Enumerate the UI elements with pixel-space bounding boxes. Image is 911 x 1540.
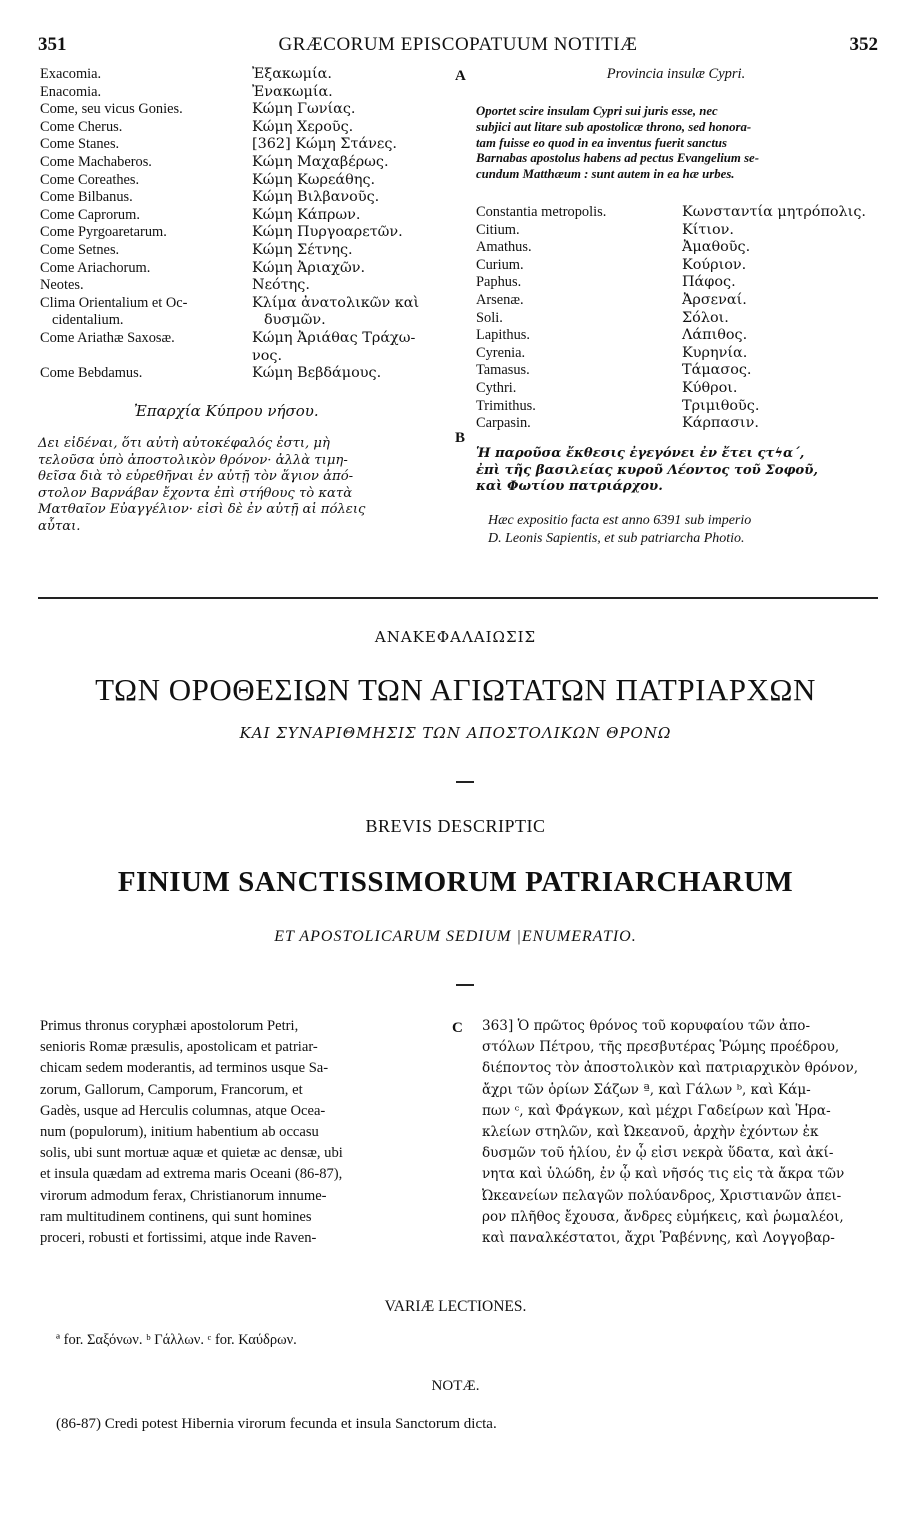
page-number-left: 351 bbox=[38, 34, 67, 55]
text-line: Ἡ παροῦσα ἔκθεσις ἐγεγόνει ἐν ἔτει ςτϟα΄, bbox=[476, 446, 805, 461]
greek-name: Κώμη Γωνίας. bbox=[252, 101, 356, 118]
text-line: κλείων στηλῶν, καὶ Ὠκεανοῦ, ἀρχὴν ἐχόντων ἐκ bbox=[482, 1124, 819, 1141]
text-line: cundum Matthæum : sunt autem in ea hæ urbes. bbox=[476, 167, 735, 182]
latin-name: Tamasus. bbox=[476, 362, 530, 379]
greek-name: Τάμασος. bbox=[682, 362, 752, 379]
margin-marker-b: B bbox=[455, 430, 466, 446]
text-line: Barnabas apostolus habens ad pectus Evangelium se- bbox=[476, 151, 759, 166]
text-line: νητα καὶ ὑλώδη, ἐν ᾧ καὶ νῆσός τις εἰς τὰ ἄκρα τῶν bbox=[482, 1166, 845, 1183]
table-row bbox=[476, 222, 896, 240]
greek-name: Κώμη Πυργοαρετῶν. bbox=[252, 224, 403, 241]
left-province-greek: Ἐπαρχία Κύπρου νήσου. bbox=[134, 402, 319, 420]
table-row bbox=[40, 277, 460, 295]
greek-section-main-title: ΤΩΝ ΟΡΟΘΕΣΙΩΝ ΤΩΝ ΑΓΙΩΤΑΤΩΝ ΠΑΤΡΙΑΡΧΩΝ bbox=[95, 672, 816, 707]
table-row bbox=[40, 312, 460, 330]
latin-name: Amathus. bbox=[476, 239, 532, 256]
table-row bbox=[40, 224, 460, 242]
right-latin-paragraph bbox=[476, 104, 880, 183]
text-line: ρον πλῆθος ἔχουσα, ἄνδρες εὐμήκεις, καὶ ῥωμαλέοι, bbox=[482, 1208, 844, 1225]
title-dash-2 bbox=[456, 984, 474, 986]
text-line: ram multitudinem continens, qui sunt homines bbox=[40, 1208, 312, 1225]
latin-name: Clima Orientalium et Oc- bbox=[40, 294, 188, 311]
left-greek-paragraph bbox=[38, 436, 458, 536]
text-line: ἄχρι τῶν ὁρίων Σάζων ª, καὶ Γάλων ᵇ, καὶ Κάμ- bbox=[482, 1081, 811, 1098]
text-line: chicam sedem moderantis, ad terminos usque Sa- bbox=[40, 1060, 329, 1077]
table-row bbox=[476, 310, 896, 328]
latin-section-small-title: BREVIS DESCRIPTIC bbox=[365, 816, 546, 836]
title-dash bbox=[456, 781, 474, 783]
text-line: Primus thronus coryphæi apostolorum Petri, bbox=[40, 1018, 299, 1034]
table-row bbox=[40, 348, 460, 366]
greek-name: Κούριον. bbox=[682, 256, 747, 273]
table-row bbox=[476, 274, 896, 292]
text-line: Ματθαῖον Εὐαγγέλιον· εἰσὶ δὲ ἐν αὐτῇ αἱ πόλεις bbox=[38, 502, 366, 518]
latin-name: Citium. bbox=[476, 221, 520, 238]
table-row bbox=[40, 189, 460, 207]
greek-name: Νεότης. bbox=[252, 277, 310, 294]
page-number-right: 352 bbox=[849, 34, 878, 55]
text-line: στολον Βαρνάβαν ἔχοντα ἐπὶ στήθους τὸ κατὰ bbox=[38, 485, 353, 501]
page-header bbox=[38, 34, 878, 58]
greek-name: Κώμη Ἀριάθας Τράχω- bbox=[252, 329, 416, 346]
running-title: GRÆCORUM EPISCOPATUUM NOTITIÆ bbox=[278, 34, 638, 55]
greek-name: Ἐξακωμία. bbox=[252, 66, 332, 82]
table-row bbox=[40, 136, 460, 154]
text-line: ἐπὶ τῆς βασιλείας κυροῦ Λέοντος τοῦ Σοφοῦ, bbox=[476, 462, 818, 478]
greek-body-column bbox=[482, 1016, 882, 1249]
text-line: et insula quædam ad extrema maris Oceani (86-87), bbox=[40, 1166, 343, 1183]
latin-name: Soli. bbox=[476, 309, 503, 326]
table-row bbox=[40, 207, 460, 225]
latin-name: Come Coreathes. bbox=[40, 171, 140, 188]
latin-body-column bbox=[40, 1016, 444, 1249]
text-line: subjici aut litare sub apostolicæ throno, sed honora- bbox=[476, 119, 752, 134]
text-line: στόλων Πέτρου, τῆς πρεσβυτέρας Ῥώμης προέδρου, bbox=[482, 1039, 840, 1056]
greek-name: δυσμῶν. bbox=[264, 312, 326, 329]
latin-name: Come Setnes. bbox=[40, 241, 120, 258]
text-line: num (populorum), initium habentium ab occasu bbox=[40, 1124, 319, 1141]
text-line: zorum, Gallorum, Camporum, Francorum, et bbox=[40, 1081, 303, 1098]
text-line: πων ᶜ, καὶ Φράγκων, καὶ μέχρι Γαδείρων καὶ Ἡρα- bbox=[482, 1102, 831, 1119]
latin-name: Come Bilbanus. bbox=[40, 189, 133, 206]
greek-name: Κωνσταντία μητρόπολις. bbox=[682, 204, 866, 220]
table-row bbox=[40, 84, 460, 102]
latin-name: Paphus. bbox=[476, 274, 522, 291]
text-line: solis, ubi sunt mortuæ aquæ et quietæ ac densæ, ubi bbox=[40, 1145, 343, 1162]
table-row bbox=[40, 365, 460, 383]
greek-name: Κώμη Σέτνης. bbox=[252, 241, 353, 258]
right-province-title: Provincia insulæ Cypri. bbox=[606, 66, 746, 82]
text-line: tam fuisse eo quod in ea inventus fuerit sanctus bbox=[476, 135, 727, 150]
latin-name: Enacomia. bbox=[40, 83, 102, 100]
section-divider bbox=[38, 597, 878, 599]
latin-name: Lapithus. bbox=[476, 327, 530, 344]
greek-section-subtitle: ΚΑΙ ΣΥΝΑΡΙΘΜΗΣΙΣ ΤΩΝ ΑΠΟΣΤΟΛΙΚΩΝ ΘΡΟΝΩ bbox=[239, 724, 672, 742]
greek-name: Ἐνακωμία. bbox=[252, 83, 333, 100]
latin-name: Come Caprorum. bbox=[40, 206, 140, 223]
greek-name: Λάπιθος. bbox=[682, 327, 748, 344]
latin-name: Come Ariathæ Saxosæ. bbox=[40, 329, 175, 346]
table-row bbox=[40, 172, 460, 190]
latin-name: Come Stanes. bbox=[40, 136, 120, 153]
greek-name: Κλίμα ἀνατολικῶν καὶ bbox=[252, 294, 420, 311]
text-line: proceri, robusti et fortissimi, atque inde Raven- bbox=[40, 1230, 317, 1247]
text-line: τελοῦσα ὑπὸ ἀποστολικὸν θρόνον· ἀλλὰ τιμη- bbox=[38, 452, 348, 468]
table-row bbox=[476, 327, 896, 345]
table-row bbox=[476, 257, 896, 275]
notae-text: (86-87) Credi potest Hibernia virorum fecunda et insula Sanctorum dicta. bbox=[56, 1416, 497, 1432]
table-row bbox=[476, 398, 896, 416]
table-row bbox=[40, 119, 460, 137]
greek-name: Ἀρσεναί. bbox=[682, 291, 747, 308]
latin-name: Curium. bbox=[476, 256, 524, 273]
greek-name: Κυρηνία. bbox=[682, 344, 748, 361]
text-line: senioris Romæ præsulis, apostolicam et patriar- bbox=[40, 1039, 318, 1056]
table-row bbox=[476, 345, 896, 363]
table-row bbox=[476, 415, 896, 433]
text-line: αὗται. bbox=[38, 518, 81, 534]
latin-name: Arsenæ. bbox=[476, 291, 524, 308]
table-row bbox=[476, 204, 896, 222]
right-greek-paragraph bbox=[476, 446, 886, 496]
latin-name: Come Ariachorum. bbox=[40, 259, 151, 276]
right-place-list bbox=[476, 204, 896, 433]
greek-name: Κύθροι. bbox=[682, 379, 738, 396]
greek-name: [362] Κώμη Στάνες. bbox=[252, 136, 397, 153]
table-row bbox=[40, 101, 460, 119]
text-line: Oportet scire insulam Cypri sui juris esse, nec bbox=[476, 104, 718, 118]
text-line: Δει εἰδέναι, ὅτι αὐτὴ αὐτοκέφαλός ἐστι, μὴ bbox=[38, 436, 330, 451]
table-row bbox=[40, 242, 460, 260]
greek-name: Κίτιον. bbox=[682, 221, 734, 238]
text-line: δυσμῶν τοῦ ἡλίου, ἐν ᾧ εἰσι νεκρὰ ὕδατα, καὶ ἀκί- bbox=[482, 1145, 834, 1162]
latin-name: Come Machaberos. bbox=[40, 153, 152, 170]
greek-name: Τριμιθοῦς. bbox=[682, 397, 760, 414]
table-row bbox=[40, 295, 460, 313]
text-line: D. Leonis Sapientis, et sub patriarcha Photio. bbox=[488, 530, 745, 546]
greek-name: Κώμη Βεβδάμους. bbox=[252, 365, 382, 382]
greek-name: νος. bbox=[252, 347, 283, 364]
latin-name: Come Pyrgoaretarum. bbox=[40, 224, 167, 241]
text-line: Hæc expositio facta est anno 6391 sub imperio bbox=[488, 513, 752, 528]
greek-name: Κώμη Κάπρων. bbox=[252, 206, 361, 223]
text-line: Gadès, usque ad Herculis columnas, atque Ocea- bbox=[40, 1102, 326, 1119]
greek-name: Ἀμαθοῦς. bbox=[682, 239, 751, 256]
greek-name: Πάφος. bbox=[682, 274, 736, 291]
text-line: virorum admodum ferax, Christianorum innume- bbox=[40, 1187, 327, 1204]
greek-name: Σόλοι. bbox=[682, 309, 729, 326]
latin-name: Trimithus. bbox=[476, 397, 536, 414]
greek-name: Κώμη Μαχαβέρως. bbox=[252, 153, 389, 170]
text-line: καὶ παναλκέστατοι, ἄχρι Ῥαβέννης, καὶ Λογγοβαρ- bbox=[482, 1230, 835, 1247]
greek-name: Κώμη Κωρεάθης. bbox=[252, 171, 376, 188]
text-line: Ὠκεανείων πελαγῶν πολύανδρος, Χριστιανῶν ἀπει- bbox=[482, 1187, 842, 1204]
text-line: 363] Ὁ πρῶτος θρόνος τοῦ κορυφαίου τῶν ἀπο- bbox=[482, 1018, 811, 1034]
latin-name: Exacomia. bbox=[40, 66, 102, 82]
margin-marker-c: C bbox=[452, 1020, 463, 1036]
variae-lectiones-text: ª for. Σαξόνων. ᵇ Γάλλων. ᶜ for. Καύδρων. bbox=[56, 1332, 297, 1348]
text-line: καὶ Φωτίου πατριάρχου. bbox=[476, 479, 663, 495]
margin-marker-a: A bbox=[455, 68, 466, 84]
table-row bbox=[40, 330, 460, 348]
latin-name bbox=[40, 348, 252, 366]
notae-title: NOTÆ. bbox=[431, 1378, 480, 1394]
table-row bbox=[476, 239, 896, 257]
latin-name: Come, seu vicus Gonies. bbox=[40, 101, 183, 118]
greek-name: Κάρπασιν. bbox=[682, 415, 759, 432]
table-row bbox=[40, 154, 460, 172]
latin-name: Cyrenia. bbox=[476, 344, 526, 361]
greek-section-small-title: ΑΝΑΚΕΦΑΛΑΙΩΣΙΣ bbox=[374, 628, 537, 646]
right-latin-note bbox=[488, 512, 888, 548]
latin-name: Constantia metropolis. bbox=[476, 204, 607, 220]
text-line: θεῖσα διὰ τὸ εὑρεθῆναι ἐν αὐτῇ τὸν ἅγιον ἀπό- bbox=[38, 469, 354, 485]
text-line: διέποντος τὸν ἀποστολικὸν καὶ πατριαρχικὸν θρόνον, bbox=[482, 1060, 859, 1077]
left-place-list bbox=[40, 66, 460, 383]
table-row bbox=[40, 66, 460, 84]
table-row bbox=[40, 260, 460, 278]
latin-section-subtitle: ET APOSTOLICARUM SEDIUM |ENUMERATIO. bbox=[274, 928, 637, 945]
greek-name: Κώμη Χεροῦς. bbox=[252, 118, 354, 135]
latin-name: Cythri. bbox=[476, 379, 517, 396]
table-row bbox=[476, 292, 896, 310]
latin-name: Come Bebdamus. bbox=[40, 365, 143, 382]
latin-name: cidentalium. bbox=[52, 312, 124, 329]
table-row bbox=[476, 362, 896, 380]
latin-name: Carpasin. bbox=[476, 415, 531, 432]
latin-name: Neotes. bbox=[40, 277, 84, 294]
variae-lectiones-title: VARIÆ LECTIONES. bbox=[384, 1298, 527, 1315]
greek-name: Κώμη Βιλβανοῦς. bbox=[252, 189, 380, 206]
table-row bbox=[476, 380, 896, 398]
latin-name: Come Cherus. bbox=[40, 118, 123, 135]
greek-name: Κώμη Ἀριαχῶν. bbox=[252, 259, 366, 276]
latin-section-main-title: FINIUM SANCTISSIMORUM PATRIARCHARUM bbox=[117, 866, 794, 898]
